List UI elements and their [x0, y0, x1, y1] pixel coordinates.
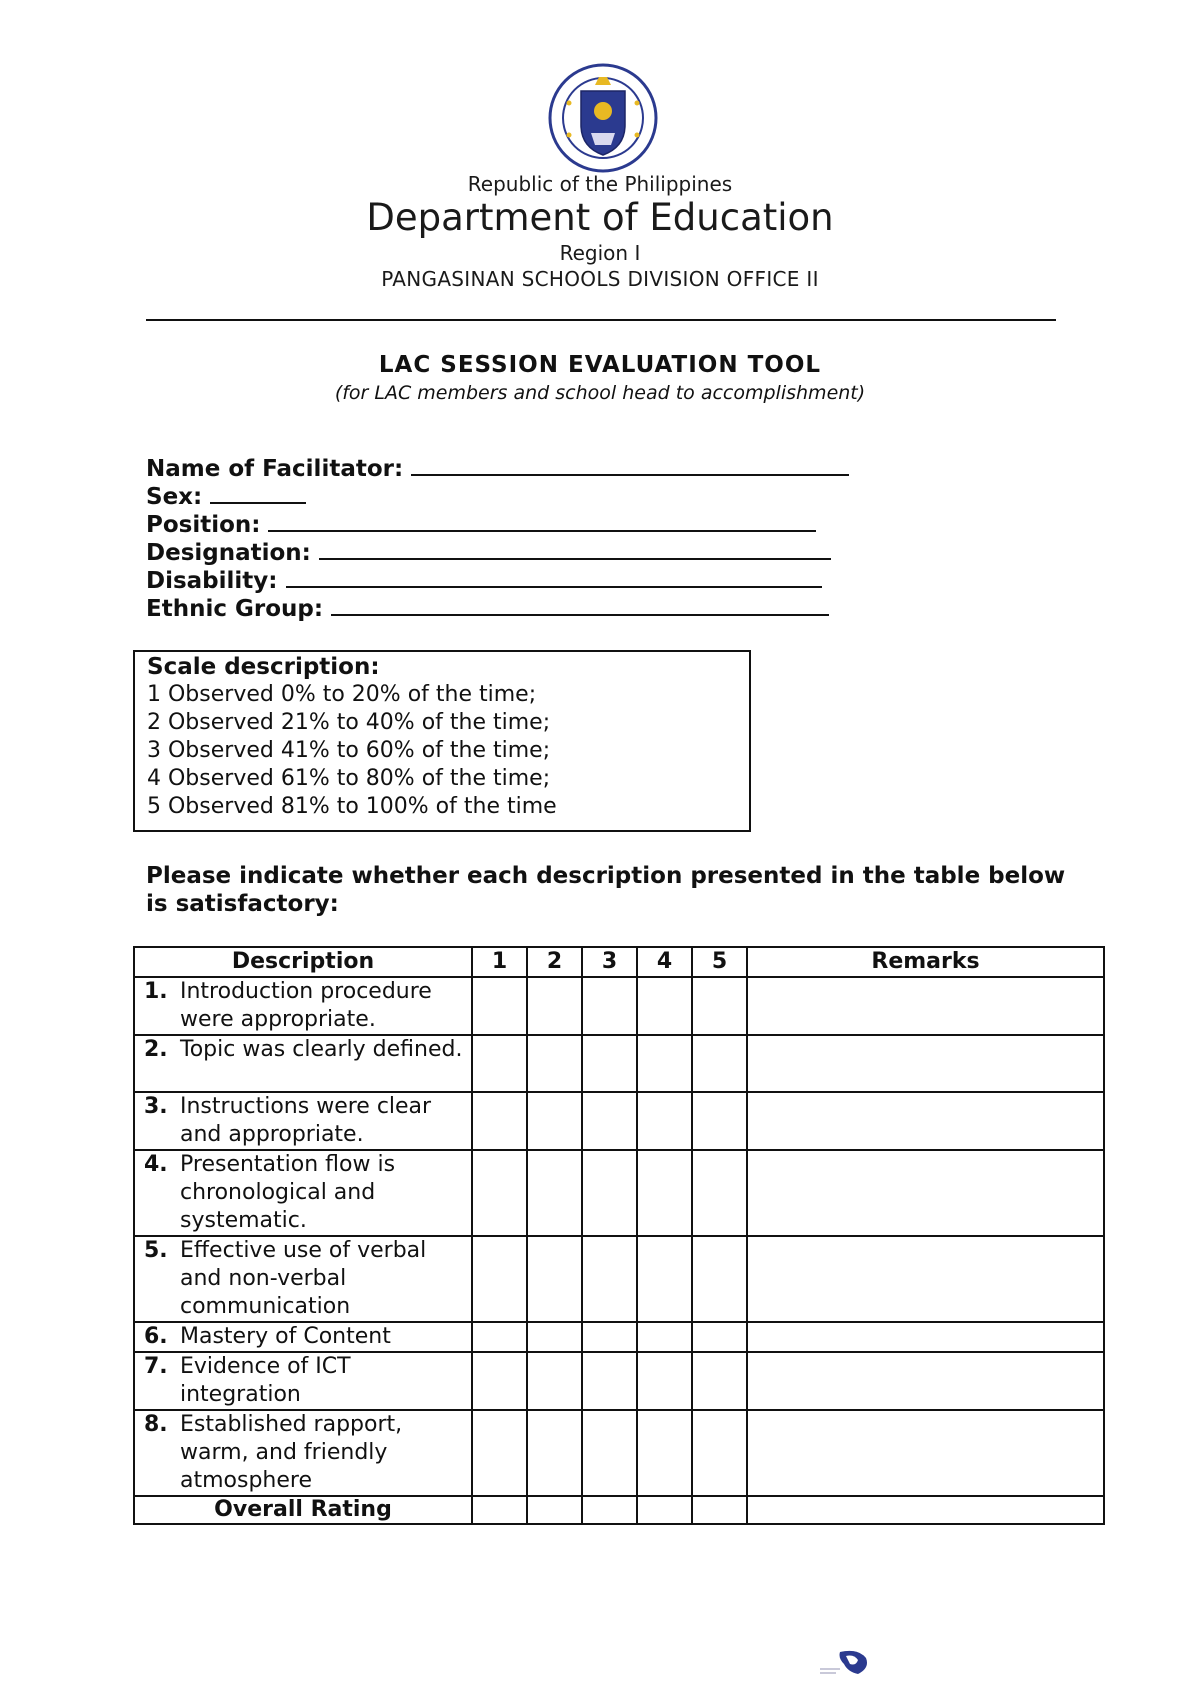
evaluation-table — [133, 946, 1105, 1525]
form-title: LAC SESSION EVALUATION TOOL — [378, 352, 822, 378]
table-row — [134, 1322, 1104, 1352]
score-cell-1[interactable] — [472, 1150, 527, 1236]
table-row — [134, 1410, 1104, 1496]
row-text: Established rapport, warm, and friendly atmosphere — [180, 1412, 403, 1493]
remarks-cell[interactable] — [747, 1496, 1104, 1524]
overall-rating-label: Overall Rating — [134, 1496, 472, 1524]
score-cell-4[interactable] — [637, 1092, 692, 1150]
score-cell-3[interactable] — [582, 1236, 637, 1322]
ethnic-group-field[interactable] — [146, 594, 829, 622]
score-cell-1[interactable] — [472, 1496, 527, 1524]
designation-field[interactable] — [146, 538, 831, 566]
row-text: Presentation flow is chronological and systematic. — [180, 1152, 396, 1233]
row-description — [134, 1322, 472, 1352]
ethnic-group-label: Ethnic Group: — [146, 596, 324, 622]
instruction-text: Please indicate whether each description presented in the table below is satisfactory: — [146, 863, 1066, 917]
sex-label: Sex: — [146, 484, 203, 510]
header-score-2: 2 — [527, 947, 582, 977]
table-row — [134, 1236, 1104, 1322]
remarks-cell[interactable] — [747, 1236, 1104, 1322]
score-cell-5[interactable] — [692, 1410, 747, 1496]
score-cell-2[interactable] — [527, 1352, 582, 1410]
row-number: 2. — [144, 1037, 168, 1062]
score-cell-2[interactable] — [527, 1092, 582, 1150]
score-cell-3[interactable] — [582, 1092, 637, 1150]
row-text: Instructions were clear and appropriate. — [180, 1094, 432, 1147]
score-cell-4[interactable] — [637, 1410, 692, 1496]
ethnic-group-blank[interactable] — [331, 594, 829, 616]
sex-field[interactable] — [146, 482, 306, 510]
row-number: 1. — [144, 979, 168, 1004]
score-cell-5[interactable] — [692, 1236, 747, 1322]
designation-blank[interactable] — [319, 538, 831, 560]
row-description — [134, 1150, 472, 1236]
remarks-cell[interactable] — [747, 1352, 1104, 1410]
row-number: 4. — [144, 1152, 168, 1177]
score-cell-1[interactable] — [472, 1410, 527, 1496]
header-description: Description — [134, 947, 472, 977]
disability-blank[interactable] — [286, 566, 822, 588]
disability-field[interactable] — [146, 566, 822, 594]
table-row — [134, 1150, 1104, 1236]
score-cell-1[interactable] — [472, 1092, 527, 1150]
scale-item-2: 2 Observed 21% to 40% of the time; — [147, 710, 551, 735]
position-field[interactable] — [146, 510, 816, 538]
row-number: 5. — [144, 1238, 168, 1263]
position-label: Position: — [146, 512, 261, 538]
scale-item-5: 5 Observed 81% to 100% of the time — [147, 794, 557, 819]
table-row — [134, 1035, 1104, 1092]
score-cell-1[interactable] — [472, 1236, 527, 1322]
score-cell-4[interactable] — [637, 1496, 692, 1524]
row-number: 3. — [144, 1094, 168, 1119]
score-cell-3[interactable] — [582, 977, 637, 1035]
score-cell-4[interactable] — [637, 1352, 692, 1410]
facilitator-field[interactable] — [146, 454, 849, 482]
table-row — [134, 1092, 1104, 1150]
scale-item-4: 4 Observed 61% to 80% of the time; — [147, 766, 551, 791]
score-cell-2[interactable] — [527, 1150, 582, 1236]
score-cell-3[interactable] — [582, 1352, 637, 1410]
table-row — [134, 1352, 1104, 1410]
scale-title: Scale description: — [147, 654, 380, 680]
header-score-3: 3 — [582, 947, 637, 977]
header-score-5: 5 — [692, 947, 747, 977]
footer-logo-icon — [818, 1648, 874, 1678]
header-score-4: 4 — [637, 947, 692, 977]
header-score-1: 1 — [472, 947, 527, 977]
score-cell-5[interactable] — [692, 1496, 747, 1524]
remarks-cell[interactable] — [747, 977, 1104, 1035]
score-cell-1[interactable] — [472, 1352, 527, 1410]
score-cell-4[interactable] — [637, 1035, 692, 1092]
score-cell-4[interactable] — [637, 977, 692, 1035]
row-description — [134, 1092, 472, 1150]
row-description — [134, 977, 472, 1035]
score-cell-3[interactable] — [582, 1035, 637, 1092]
table-row — [134, 977, 1104, 1035]
score-cell-1[interactable] — [472, 977, 527, 1035]
score-cell-1[interactable] — [472, 1322, 527, 1352]
sex-blank[interactable] — [210, 482, 306, 504]
score-cell-4[interactable] — [637, 1322, 692, 1352]
disability-label: Disability: — [146, 568, 278, 594]
remarks-cell[interactable] — [747, 1322, 1104, 1352]
row-text: Evidence of ICT integration — [180, 1354, 351, 1407]
score-cell-2[interactable] — [527, 1322, 582, 1352]
score-cell-5[interactable] — [692, 1150, 747, 1236]
header-divider — [146, 319, 1056, 321]
score-cell-2[interactable] — [527, 1236, 582, 1322]
row-text: Topic was clearly defined. — [180, 1037, 463, 1062]
score-cell-5[interactable] — [692, 977, 747, 1035]
scale-item-1: 1 Observed 0% to 20% of the time; — [147, 682, 537, 707]
facilitator-label: Name of Facilitator: — [146, 456, 404, 482]
score-cell-3[interactable] — [582, 1322, 637, 1352]
score-cell-2[interactable] — [527, 1410, 582, 1496]
row-description — [134, 1236, 472, 1322]
form-subtitle: (for LAC members and school head to accomplishment) — [334, 382, 866, 404]
remarks-cell[interactable] — [747, 1150, 1104, 1236]
overall-rating-row — [134, 1496, 1104, 1524]
score-cell-3[interactable] — [582, 1410, 637, 1496]
score-cell-2[interactable] — [527, 977, 582, 1035]
republic-heading: Republic of the Philippines — [467, 172, 733, 196]
facilitator-blank[interactable] — [411, 454, 849, 476]
scale-description-box — [133, 650, 751, 832]
position-blank[interactable] — [268, 510, 816, 532]
score-cell-4[interactable] — [637, 1150, 692, 1236]
deped-seal-icon — [541, 63, 665, 173]
row-description — [134, 1352, 472, 1410]
header-remarks: Remarks — [747, 947, 1104, 977]
score-cell-1[interactable] — [472, 1035, 527, 1092]
row-text: Introduction procedure were appropriate. — [180, 979, 432, 1032]
table-header-row — [134, 947, 1104, 977]
designation-label: Designation: — [146, 540, 311, 566]
score-cell-5[interactable] — [692, 1035, 747, 1092]
score-cell-2[interactable] — [527, 1496, 582, 1524]
score-cell-3[interactable] — [582, 1150, 637, 1236]
score-cell-2[interactable] — [527, 1035, 582, 1092]
row-text: Mastery of Content — [180, 1324, 391, 1349]
score-cell-4[interactable] — [637, 1236, 692, 1322]
remarks-cell[interactable] — [747, 1035, 1104, 1092]
remarks-cell[interactable] — [747, 1410, 1104, 1496]
row-number: 6. — [144, 1324, 168, 1349]
row-text: Effective use of verbal and non-verbal communication — [180, 1238, 427, 1319]
scale-item-3: 3 Observed 41% to 60% of the time; — [147, 738, 551, 763]
score-cell-3[interactable] — [582, 1496, 637, 1524]
region-heading: Region I — [559, 241, 641, 265]
row-description — [134, 1035, 472, 1092]
score-cell-5[interactable] — [692, 1092, 747, 1150]
office-heading: PANGASINAN SCHOOLS DIVISION OFFICE II — [381, 267, 819, 291]
department-heading: Department of Education — [366, 196, 834, 239]
row-number: 7. — [144, 1354, 168, 1379]
row-description — [134, 1410, 472, 1496]
score-cell-5[interactable] — [692, 1322, 747, 1352]
row-number: 8. — [144, 1412, 168, 1437]
score-cell-5[interactable] — [692, 1352, 747, 1410]
remarks-cell[interactable] — [747, 1092, 1104, 1150]
